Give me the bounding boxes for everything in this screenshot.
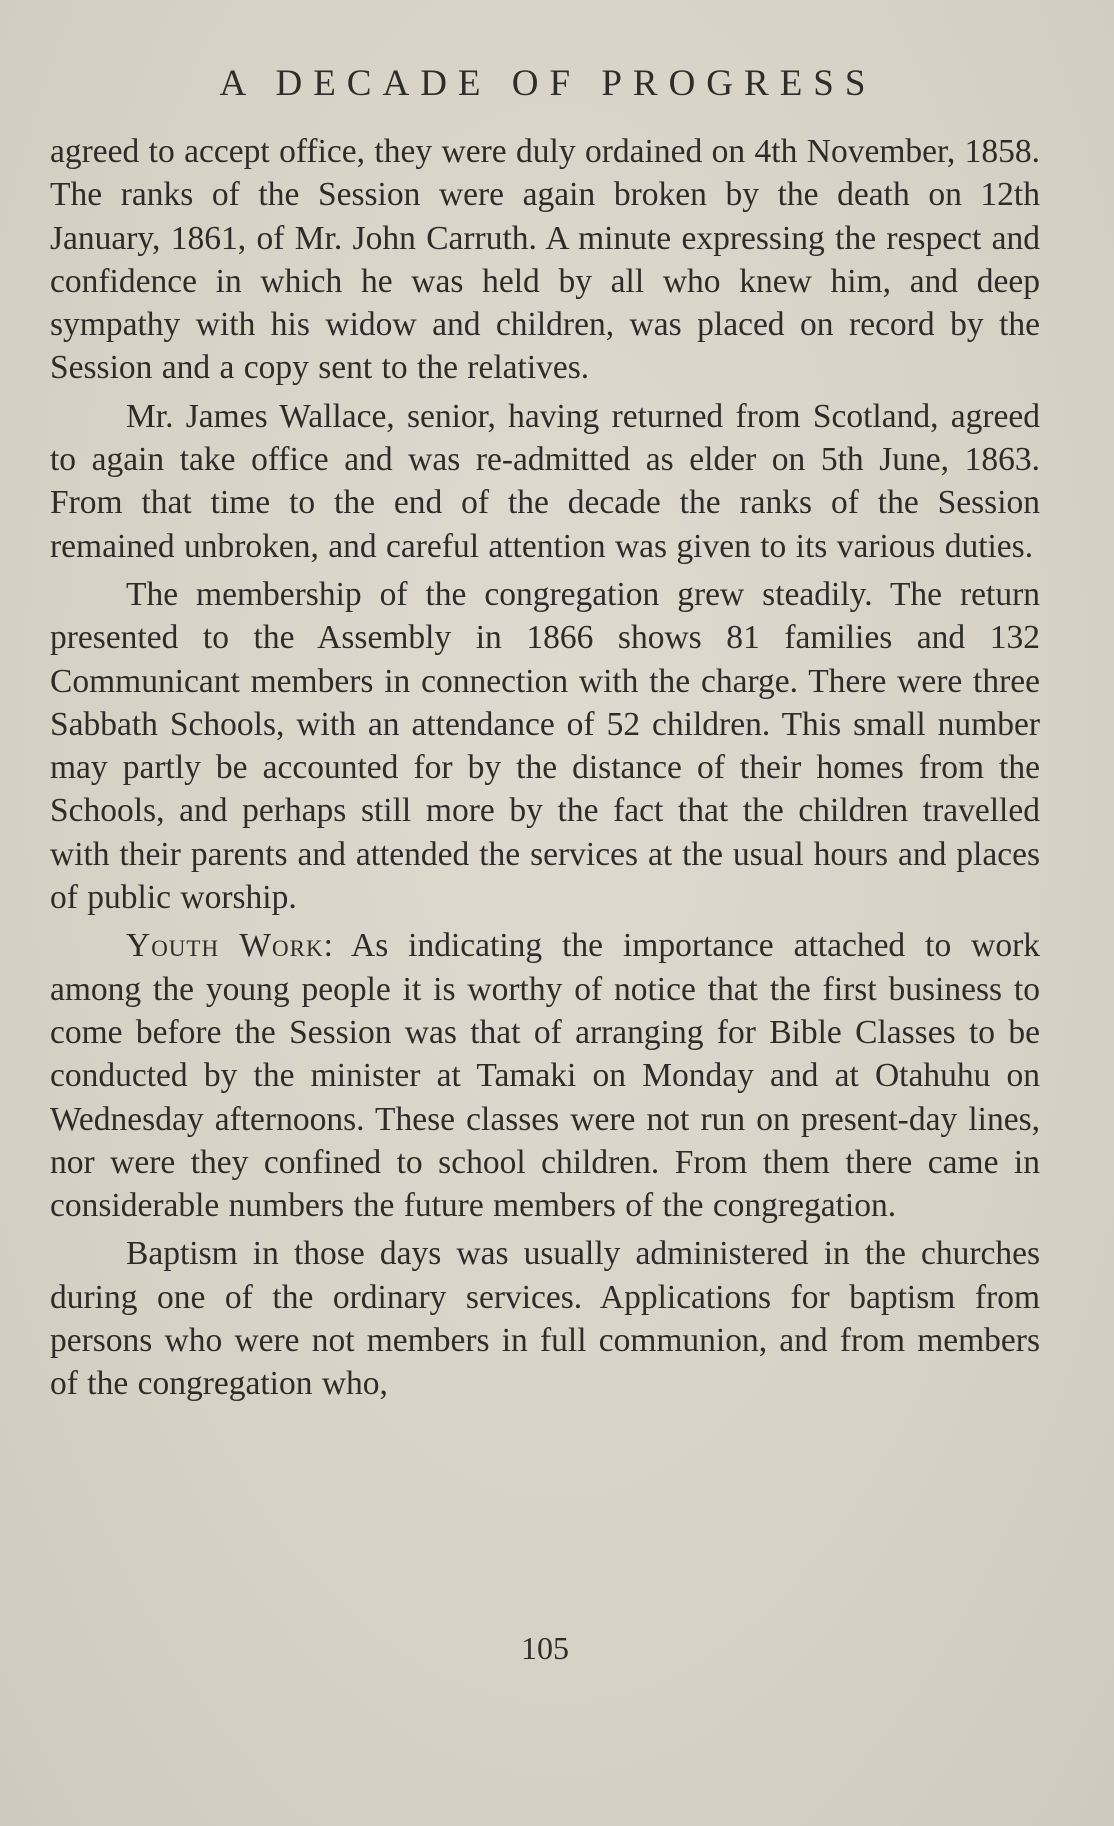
paragraph-2: Mr. James Wallace, senior, having returned from Scotland, agreed to again take office and was re-admitted as elder on 5th June, 1863. From that time to the end of the decade the ranks of the Session remained unbroken, and careful attention was given to its various duties. xyxy=(50,397,1040,565)
paragraph-5: Baptism in those days was usually administered in the churches during one of the ordinary services. Applications for baptism from persons who were not members in full communion, and from members of the congregation who, xyxy=(50,1235,1040,1403)
running-head: A DECADE OF PROGRESS xyxy=(219,63,877,104)
page-number: 105 xyxy=(521,1630,569,1666)
paragraph-4-text: : As indicating the importance attached to work among the young people it is worthy of notice that the first business to come before the Session was that of arranging for Bible Classes to be conducted by the minister at Tamaki on Monday and at Otahuhu on Wednesday afternoons. These classes were not run on present-day lines, nor were they confined to school children. From them there came in considerable numbers the future members of the congregation. xyxy=(50,927,1040,1225)
youth-work-heading: Youth Work xyxy=(126,927,324,965)
paragraph-1: agreed to accept office, they were duly ordained on 4th November, 1858. The ranks of the Session were again broken by the death on 12th January, 1861, of Mr. John Carruth. A minute expressing the respect and confidence in which he was held by all who knew him, and deep sympathy with his widow and children, was placed on record by the Session and a copy sent to the relatives. xyxy=(50,133,1040,387)
body-text xyxy=(50,130,1040,1406)
paragraph-3: The membership of the congregation grew steadily. The return presented to the Assembly in 1866 shows 81 families and 132 Communicant members in connection with the charge. There were three Sabbath Schools, with an attendance of 52 children. This small number may partly be accounted for by the distance of their homes from the Schools, and perhaps still more by the fact that the children travelled with their parents and attended the services at the usual hours and places of public worship. xyxy=(50,575,1040,917)
paragraph-4 xyxy=(50,924,1040,1227)
book-page xyxy=(50,60,1040,1760)
